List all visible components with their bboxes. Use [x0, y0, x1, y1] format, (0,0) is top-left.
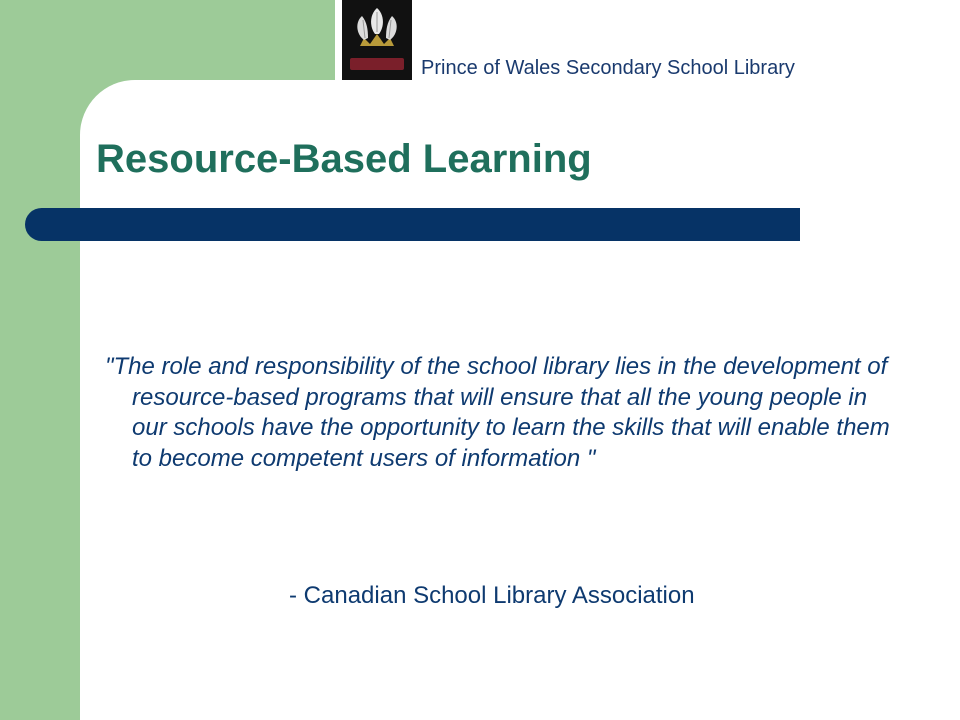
- title-underline-bar: [25, 208, 800, 241]
- quote-attribution: - Canadian School Library Association: [289, 582, 695, 609]
- library-header-text: Prince of Wales Secondary School Library: [421, 57, 795, 79]
- prince-of-wales-feathers-icon: [342, 0, 412, 80]
- school-crest-logo: [342, 0, 412, 80]
- quote-text: "The role and responsibility of the school library lies in the development of resource-based programs that will ensure that all the young people in our schools have the opportunity to learn the skills that will enable them to become competent users of information ": [105, 353, 890, 472]
- slide-title: Resource-Based Learning: [96, 137, 592, 181]
